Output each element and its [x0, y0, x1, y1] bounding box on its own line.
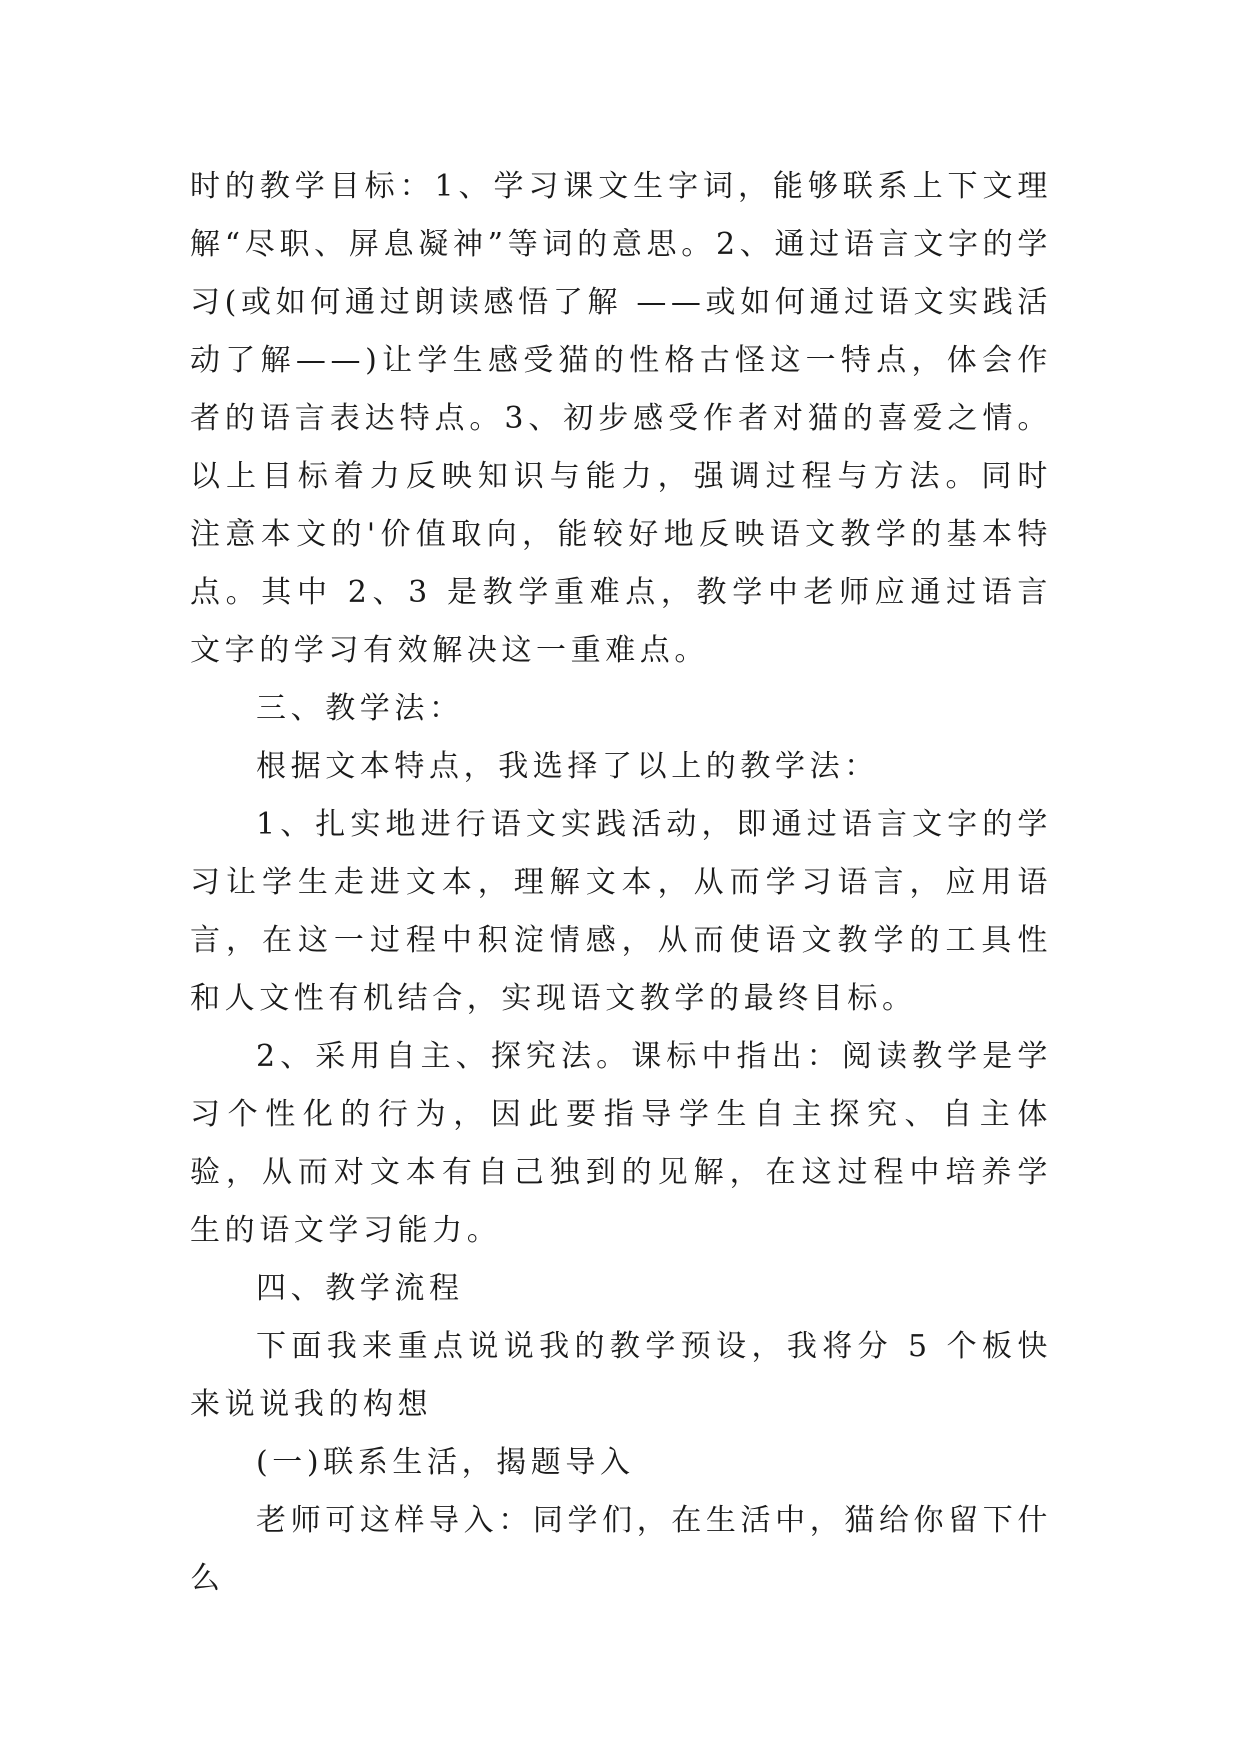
heading-teaching-methods: 三、教学法：	[256, 691, 464, 726]
paragraph-method-2: 2、采用自主、探究法。课标中指出：阅读教学是学习个性化的行为，因此要指导学生自主探究、自主体验，从而对文本有自己独到的见解，在这过程中培养学生的语文学习能力。	[190, 1039, 1052, 1248]
paragraph-teaching-goals: 时的教学目标：1、学习课文生字词，能够联系上下文理解“尽职、屏息凝神”等词的意思。2、通过语言文字的学习(或如何通过朗读感悟了解 ——或如何通过语文实践活动了解——)让学生感受猫的性格古怪这一特点，体会作者的语言表达特点。3、初步感受作者对猫的喜爱之情。以上目标着力反映知识与能力，强调过程与方法。同时注意本文的'价值取向，能较好地反映语文教学的基本特点。其中 2、3 是教学重难点，教学中老师应通过语言文字的学习有效解决这一重难点。	[190, 169, 1052, 668]
paragraph-methods-intro: 根据文本特点，我选择了以上的教学法：	[256, 749, 879, 784]
paragraph-process-intro: 下面我来重点说说我的教学预设，我将分 5 个板快来说说我的构想	[190, 1329, 1052, 1422]
heading-teaching-process: 四、教学流程	[256, 1271, 464, 1306]
heading-section-1: (一)联系生活，揭题导入	[256, 1445, 635, 1480]
paragraph-method-1: 1、扎实地进行语文实践活动，即通过语言文字的学习让学生走进文本，理解文本，从而学习语言，应用语言，在这一过程中积淀情感，从而使语文教学的工具性和人文性有机结合，实现语文教学的最终目标。	[190, 807, 1052, 1016]
paragraph-intro-lead: 老师可这样导入：同学们，在生活中，猫给你留下什么	[190, 1503, 1052, 1596]
document-page	[190, 158, 1052, 1608]
